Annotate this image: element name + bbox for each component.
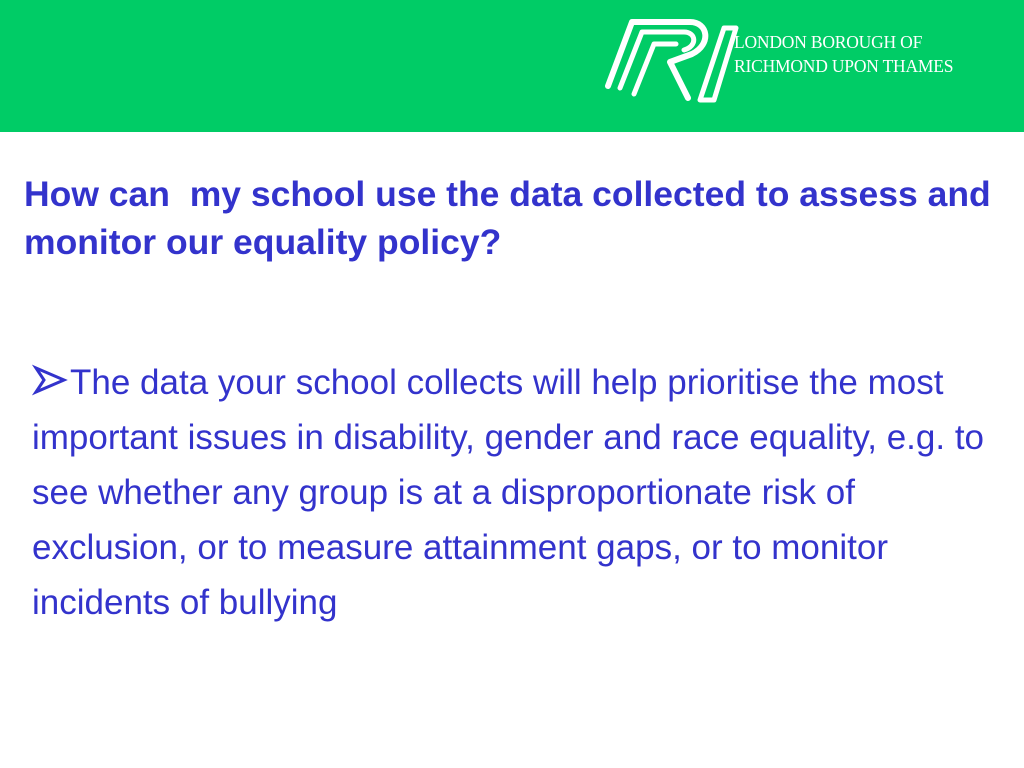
arrow-bullet-icon [32, 360, 70, 400]
bullet-text: The data your school collects will help prioritise the most important issues in disability, gender and race equality, e.g. to see whether any group is at a disproportionate risk of exclusion, or to measure attainment gaps, or to monitor incidents of bullying [32, 363, 985, 622]
organisation-name-line-1: LONDON BOROUGH OF [734, 32, 923, 52]
organisation-name [734, 30, 953, 78]
richmond-logo-icon [604, 14, 744, 108]
organisation-name-line-2: RICHMOND UPON THAMES [734, 56, 954, 76]
bullet-list [32, 355, 1017, 630]
header-band [0, 0, 1024, 132]
slide-title: How can my school use the data collected to assess and monitor our equality policy? [24, 174, 1001, 262]
